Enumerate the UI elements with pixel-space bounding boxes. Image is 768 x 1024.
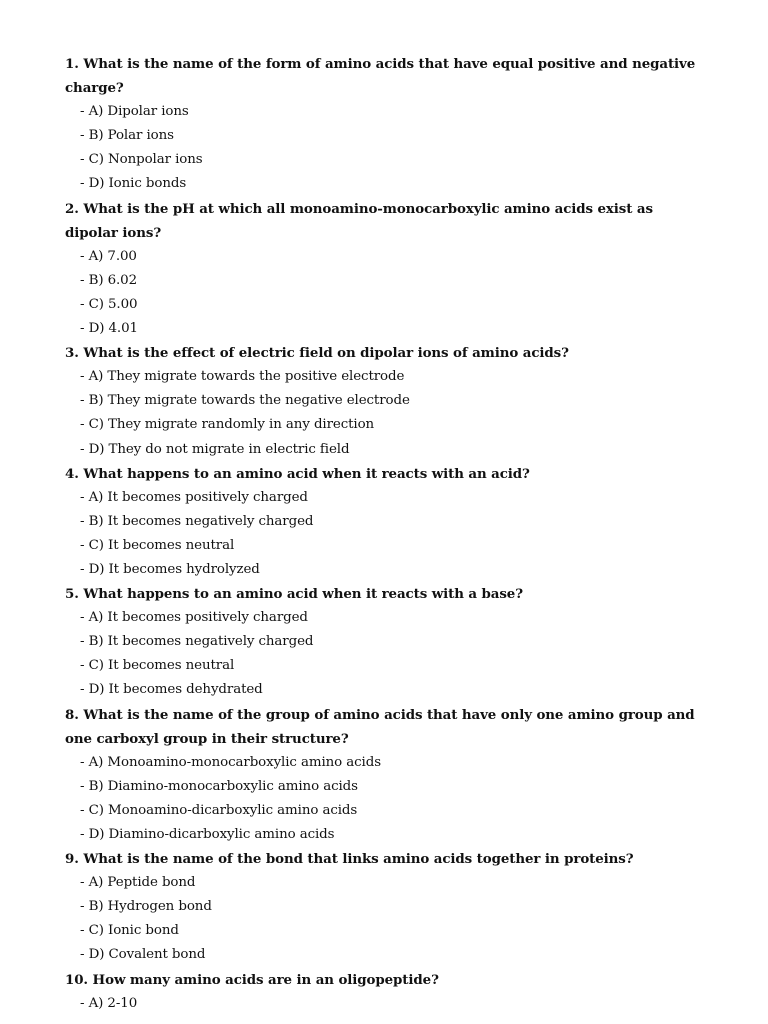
question-1 [0, 52, 768, 197]
question-text: 2. What is the pH at which all monoamino-monocarboxylic amino acids exist as dipolar ions? [65, 200, 653, 241]
option-a: - A) Monoamino-monocarboxylic amino acids [80, 754, 381, 770]
option-c: - C) 5.00 [80, 296, 138, 312]
option-b: - B) It becomes negatively charged [80, 634, 314, 650]
option-a: - A) It becomes positively charged [80, 610, 308, 626]
question-text: 10. How many amino acids are in an oligopeptide? [65, 971, 439, 988]
question-8 [0, 703, 768, 848]
question-text: 4. What happens to an amino acid when it reacts with an acid? [65, 465, 530, 482]
option-d: - D) It becomes hydrolyzed [80, 561, 260, 577]
question-4 [0, 462, 768, 582]
option-c: - C) Nonpolar ions [80, 152, 203, 168]
document-page [0, 52, 768, 1016]
option-c: - C) Ionic bond [80, 923, 179, 939]
question-3 [0, 341, 768, 461]
question-5 [0, 582, 768, 702]
question-9 [0, 847, 768, 967]
option-d: - D) Covalent bond [80, 947, 206, 963]
option-b: - B) They migrate towards the negative electrode [80, 393, 410, 409]
option-a: - A) 2-10 [80, 995, 138, 1011]
option-d: - D) Diamino-dicarboxylic amino acids [80, 827, 335, 842]
option-a: - A) It becomes positively charged [80, 489, 308, 505]
question-text: 3. What is the effect of electric field on dipolar ions of amino acids? [65, 345, 569, 362]
option-b: - B) It becomes negatively charged [80, 513, 314, 529]
question-text: 8. What is the name of the group of amino acids that have only one amino group and one carboxyl group in their structure? [65, 706, 695, 747]
option-b: - B) 6.02 [80, 272, 138, 288]
option-c: - C) They migrate randomly in any direction [80, 417, 375, 433]
option-d: - D) Ionic bonds [80, 176, 187, 192]
option-d: - D) 4.01 [80, 321, 138, 337]
option-a: - A) 7.00 [80, 248, 137, 264]
question-text: 9. What is the name of the bond that links amino acids together in proteins? [65, 851, 634, 868]
question-10 [0, 968, 768, 1016]
question-text: 1. What is the name of the form of amino acids that have equal positive and negative charge? [65, 56, 696, 97]
option-a: - A) Peptide bond [80, 875, 196, 891]
option-d: - D) It becomes dehydrated [80, 682, 263, 698]
option-b: - B) Polar ions [80, 128, 174, 144]
option-c: - C) It becomes neutral [80, 537, 235, 553]
option-a: - A) They migrate towards the positive electrode [80, 369, 405, 385]
question-text: 5. What happens to an amino acid when it reacts with a base? [65, 586, 523, 603]
option-c: - C) Monoamino-dicarboxylic amino acids [80, 802, 358, 818]
option-a: - A) Dipolar ions [80, 104, 189, 120]
option-c: - C) It becomes neutral [80, 658, 235, 674]
option-b: - B) Hydrogen bond [80, 899, 212, 915]
question-2 [0, 197, 768, 342]
option-d: - D) They do not migrate in electric field [80, 441, 350, 457]
option-b: - B) Diamino-monocarboxylic amino acids [80, 778, 358, 794]
